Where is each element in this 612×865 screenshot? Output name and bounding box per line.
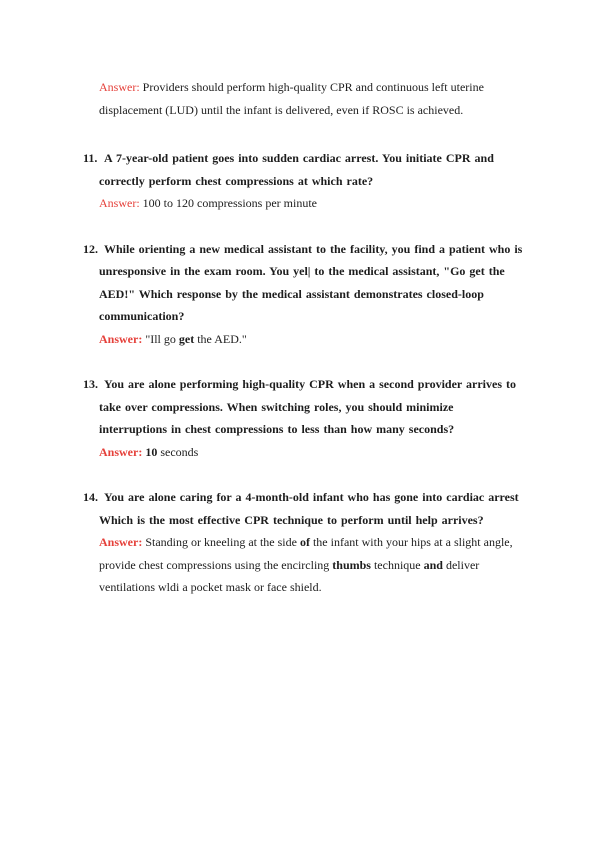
question-14-question-line xyxy=(83,486,524,509)
question-11-question-line xyxy=(83,147,524,170)
question-line-text: A 7-year-old patient goes into sudden cardiac arrest. You initiate CPR and xyxy=(104,151,494,165)
question-12-number: 12. xyxy=(83,241,98,256)
answer-text: 10 xyxy=(145,444,158,459)
question-11-answer-line xyxy=(99,192,524,215)
question-13-number: 13. xyxy=(83,377,98,391)
answer-text: and xyxy=(423,557,443,572)
answer-text: provide chest compressions using the encircling xyxy=(99,557,333,572)
answer-text: seconds xyxy=(157,444,199,459)
answer-text: displacement (LUD) until the infant is delivered, even if ROSC is achieved. xyxy=(99,102,464,117)
answer-text: get xyxy=(178,331,195,346)
answer-text: deliver xyxy=(442,557,480,572)
answer-label: Answer: xyxy=(99,444,143,459)
question-12-answer-line xyxy=(99,328,524,351)
answer-text: technique xyxy=(370,557,424,572)
question-line-text: unresponsive in the exam room. You yel| to the medical assistant, "Go get the xyxy=(99,264,505,278)
question-12-question-line xyxy=(99,283,524,306)
answer-label: Answer: xyxy=(99,196,140,210)
question-line-text: communication? xyxy=(99,309,185,323)
answer-text: ventilations wldi a pocket mask or face shield. xyxy=(99,580,322,594)
question-11-number: 11. xyxy=(83,151,98,165)
document-content xyxy=(83,76,524,622)
question-14-answer-line xyxy=(99,531,524,554)
answer-continuation-block xyxy=(99,76,524,121)
question-12-block xyxy=(83,238,524,351)
answer-continuation-answer-line xyxy=(99,76,524,99)
answer-text: the AED." xyxy=(194,331,247,346)
question-13-question-line xyxy=(99,396,524,419)
answer-text: of xyxy=(299,535,310,549)
question-line-text: While orienting a new medical assistant to the facility, you find a patient who is xyxy=(104,241,523,256)
question-12-question-line xyxy=(99,260,524,283)
question-13-answer-line xyxy=(99,441,524,464)
question-14-answer-line xyxy=(99,554,524,577)
answer-label: Answer: xyxy=(99,80,140,94)
answer-continuation-answer-line xyxy=(99,99,524,122)
question-13-block xyxy=(83,373,524,463)
answer-text: Providers should perform high-quality CPR and continuous left uterine xyxy=(139,80,484,94)
question-13-question-line xyxy=(83,373,524,396)
question-11-question-line xyxy=(99,170,524,193)
answer-text: 100 to 120 compressions per minute xyxy=(139,196,317,210)
question-line-text: Which is the most effective CPR technique to perform until help arrives? xyxy=(99,512,484,527)
question-12-question-line xyxy=(99,305,524,328)
answer-text: Standing or kneeling at the side xyxy=(142,535,300,549)
question-line-text: You are alone caring for a 4-month-old infant who has gone into cardiac arrest xyxy=(104,490,519,504)
question-14-question-line xyxy=(99,509,524,532)
answer-text: "Ill go xyxy=(142,331,179,346)
question-line-text: take over compressions. When switching roles, you should minimize xyxy=(99,399,454,414)
question-line-text: interruptions in chest compressions to less than how many seconds? xyxy=(99,422,455,436)
question-14-block xyxy=(83,486,524,599)
question-12-question-line xyxy=(83,238,524,261)
question-14-number: 14. xyxy=(83,490,98,504)
answer-label: Answer: xyxy=(99,535,143,549)
answer-label: Answer: xyxy=(99,331,143,346)
question-line-text: AED!" Which response by the medical assistant demonstrates closed-loop xyxy=(99,286,484,301)
answer-text: the infant with your hips at a slight angle, xyxy=(309,535,513,549)
answer-text: thumbs xyxy=(332,557,371,572)
question-line-text: correctly perform chest compressions at which rate? xyxy=(99,173,374,188)
question-13-question-line xyxy=(99,418,524,441)
question-line-text: You are alone performing high-quality CPR when a second provider arrives to xyxy=(104,377,516,391)
question-14-answer-line xyxy=(99,576,524,599)
question-11-block xyxy=(83,147,524,215)
